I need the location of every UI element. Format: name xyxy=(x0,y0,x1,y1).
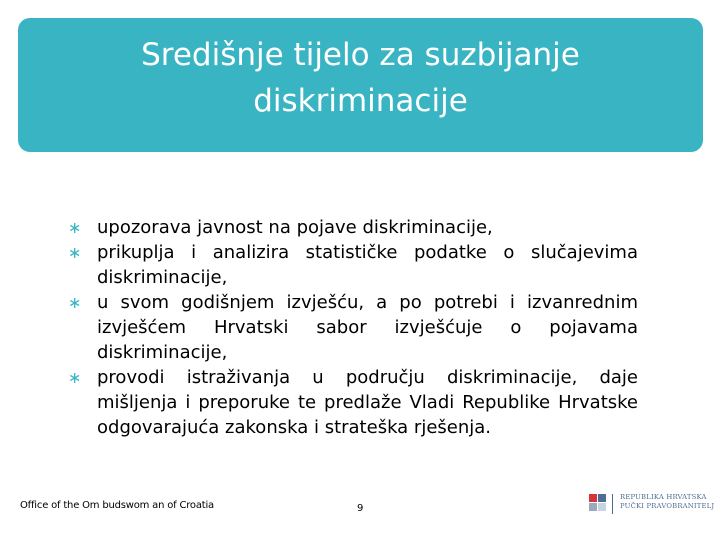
logo-square-gray xyxy=(589,503,597,511)
logo-divider xyxy=(612,494,613,514)
logo-text-line-1: REPUBLIKA HRVATSKA xyxy=(620,493,707,501)
bullet-item xyxy=(68,240,638,290)
bullet-text: u svom godišnjem izvješću, a po potrebi i izvanrednim izvješćem Hrvatski sabor izvješćuje o pojavama diskriminacije, xyxy=(97,292,638,363)
bullet-item xyxy=(68,290,638,365)
page-number: 9 xyxy=(357,503,364,514)
footer-organization: Office of the Om budswom an of Croatia xyxy=(20,500,214,511)
slide-title xyxy=(18,32,703,124)
bullet-marker: ∗ xyxy=(68,218,82,237)
slide-title-line-1: Središnje tijelo za suzbijanje xyxy=(141,37,580,73)
bullet-text: provodi istraživanja u području diskriminacije, daje mišljenja i preporuke te predlaže Vladi Republike Hrvatske odgovarajuća zakonska i strateška rješenja. xyxy=(97,367,638,438)
logo-square-blue xyxy=(598,494,606,502)
bullet-marker: ∗ xyxy=(68,293,82,312)
bullet-item xyxy=(68,365,638,440)
logo-square-light xyxy=(598,503,606,511)
logo-text-line-2: PUČKI PRAVOBRANITELJ xyxy=(620,502,715,510)
bullet-list xyxy=(68,215,638,440)
bullet-item xyxy=(68,215,638,240)
bullet-marker: ∗ xyxy=(68,368,82,387)
bullet-text: prikuplja i analizira statističke podatke o slučajevima diskriminacije, xyxy=(97,242,638,288)
logo-square-red xyxy=(589,494,597,502)
slide-title-line-2: diskriminacije xyxy=(253,83,468,119)
logo-text xyxy=(620,493,714,511)
bullet-text: upozorava javnost na pojave diskriminacije, xyxy=(97,217,493,238)
bullet-marker: ∗ xyxy=(68,243,82,262)
